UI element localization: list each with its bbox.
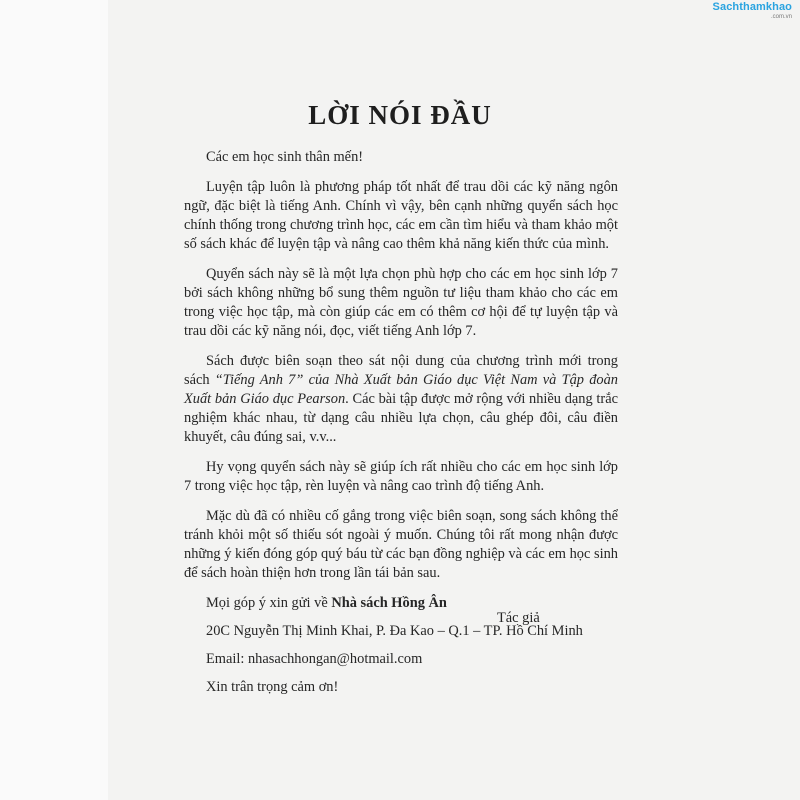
page-title: LỜI NÓI ĐẦU: [308, 100, 492, 130]
preface-body: [184, 148, 618, 706]
paragraph-1: Luyện tập luôn là phương pháp tốt nhất để trau dồi các kỹ năng ngôn ngữ, đặc biệt là tiếng Anh. Chính vì vậy, bên cạnh những quyển sách học chính thống trong chương trình học, các em cần tìm hiểu và tham khảo một số sách khác để luyện tập và nâng cao thêm khả năng kiến thức của mình.: [184, 179, 618, 252]
contact-intro: [184, 594, 618, 613]
contact-email: Email: nhasachhongan@hotmail.com: [206, 651, 423, 667]
paragraph-3-lead: Sách được biên soạn theo sát nội dung của chương trình mới trong sách: [184, 353, 618, 388]
watermark-sub-text: .com.vn: [770, 14, 792, 20]
closing-thanks: Xin trân trọng cảm ơn!: [206, 679, 339, 695]
contact-address: 20C Nguyễn Thị Minh Khai, P. Đa Kao – Q.1 – TP. Hồ Chí Minh: [206, 623, 583, 639]
watermark-logo: [713, 2, 792, 20]
paragraph-4: Hy vọng quyển sách này sẽ giúp ích rất nhiều cho các em học sinh lớp 7 trong việc học tập, rèn luyện và nâng cao trình độ tiếng Anh.: [184, 459, 618, 494]
author-signature: Tác giả: [497, 610, 540, 626]
paragraph-5: Mặc dù đã có nhiều cố gắng trong việc biên soạn, song sách không thể tránh khỏi một số thiếu sót ngoài ý muốn. Chúng tôi rất mong nhận được những ý kiến đóng góp quý báu từ các bạn đồng nghiệp và các em học sinh để sách hoàn thiện hơn trong lần tái bản sau.: [184, 508, 618, 581]
watermark-main-text: Sachthamkhao: [712, 1, 792, 13]
greeting: Các em học sinh thân mến!: [206, 149, 364, 165]
paragraph-3-tail: . Các bài tập được mở rộng với nhiều dạng trắc nghiệm khác nhau, từ dạng câu nhiều lựa chọn, câu ghép đôi, câu điền khuyết, câu đúng sai, v.v...: [184, 391, 618, 445]
paragraph-3-book-title: “Tiếng Anh 7” của Nhà Xuất bản Giáo dục Việt Nam và Tập đoàn Xuất bản Giáo dục Pearson: [184, 372, 618, 407]
paragraph-2: Quyển sách này sẽ là một lựa chọn phù hợp cho các em học sinh lớp 7 bởi sách không những bổ sung thêm nguồn tư liệu tham khảo cho các em trong việc học tập, mà còn giúp các em có thêm cơ hội để tự luyện tập và trau dồi các kỹ năng nói, đọc, viết tiếng Anh lớp 7.: [184, 266, 618, 339]
contact-intro-text: Mọi góp ý xin gửi về: [206, 595, 332, 611]
paragraph-3: [184, 352, 618, 447]
publisher-name: Nhà sách Hồng Ân: [331, 595, 447, 611]
